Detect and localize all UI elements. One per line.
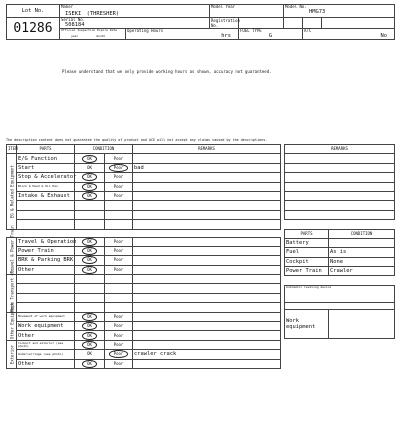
maker-value: ISEKI (THRESHER) xyxy=(65,11,120,17)
ok-mark: OK xyxy=(82,155,97,163)
table-row xyxy=(7,331,281,340)
condition-ok xyxy=(75,256,105,265)
right-item-part: Cockpit xyxy=(285,257,329,266)
table-row xyxy=(7,163,281,172)
maker-cell xyxy=(60,5,210,18)
part-name xyxy=(17,293,75,302)
condition-ok xyxy=(75,210,105,219)
table-row xyxy=(7,303,281,312)
poor-mark: Poor xyxy=(113,266,124,272)
poor-mark: Poor xyxy=(113,313,124,319)
remark-value xyxy=(133,182,281,191)
ok-mark: OK xyxy=(82,192,97,200)
registration-extra-3 xyxy=(322,18,395,29)
condition-ok xyxy=(75,246,105,255)
ok-mark: OK xyxy=(82,266,97,274)
right-blank-3 xyxy=(285,173,395,182)
model-no-value: HMG73 xyxy=(309,9,326,15)
part-name: Work equipment xyxy=(17,322,75,331)
inspection-cell xyxy=(60,29,126,40)
table-row xyxy=(7,154,281,163)
table-row xyxy=(7,256,281,265)
table-row xyxy=(7,191,281,200)
condition-ok xyxy=(75,173,105,182)
condition-poor xyxy=(105,322,133,331)
right-remarks-table xyxy=(284,144,395,339)
right-blank-1 xyxy=(285,154,395,163)
maker-label: Maker xyxy=(61,4,74,9)
table-row xyxy=(7,220,281,229)
auto-leveling-label: Automatic leveling device xyxy=(285,285,395,302)
condition-ok xyxy=(75,331,105,340)
condition-ok xyxy=(75,154,105,163)
remark-value xyxy=(133,237,281,246)
fuel-type-cell xyxy=(239,29,303,40)
right-item-value: None xyxy=(329,257,395,266)
right-parts-label: PARTS xyxy=(285,229,329,238)
poor-mark: Poor xyxy=(113,248,124,254)
right-item-row xyxy=(285,267,395,276)
right-item-part: Fuel xyxy=(285,248,329,257)
right-blank-2 xyxy=(285,163,395,172)
remark-value xyxy=(133,312,281,321)
col-remarks: REMARKS xyxy=(133,145,281,154)
part-name: Start xyxy=(17,163,75,172)
registration-value xyxy=(239,18,284,29)
remark-value xyxy=(133,322,281,331)
ok-mark: OK xyxy=(82,332,97,340)
right-blank-4 xyxy=(285,182,395,191)
part-name xyxy=(17,201,75,210)
poor-mark: Poor xyxy=(109,350,129,358)
ok-mark: OK xyxy=(82,313,97,321)
part-name: Undercarriage (see photo) xyxy=(17,350,75,359)
ac-cell xyxy=(303,29,395,40)
month-label: month xyxy=(96,34,106,38)
table-row xyxy=(7,237,281,246)
operating-hours-label: Operating Hours xyxy=(127,28,164,33)
condition-poor xyxy=(105,191,133,200)
right-item-value: As is xyxy=(329,248,395,257)
ok-mark: OK xyxy=(82,360,97,368)
right-gap xyxy=(285,220,395,229)
table-row xyxy=(7,182,281,191)
ac-value: No xyxy=(380,33,388,39)
part-name xyxy=(17,275,75,284)
lot-no-label: Lot No. xyxy=(7,5,60,18)
right-item-part: Battery xyxy=(285,238,329,247)
poor-mark: Poor xyxy=(113,183,124,189)
right-blank-7 xyxy=(285,210,395,219)
table-row xyxy=(7,312,281,321)
part-name: Stop & Accelerator xyxy=(18,174,77,181)
poor-mark: Poor xyxy=(113,360,124,366)
table-row xyxy=(7,201,281,210)
condition-poor xyxy=(105,350,133,359)
remark-value xyxy=(133,154,281,163)
group-label-travel: Travel & Power Train xyxy=(7,237,17,275)
condition-ok xyxy=(75,293,105,302)
table-row xyxy=(7,340,281,349)
part-name: Power Train xyxy=(17,246,75,255)
right-blank-6 xyxy=(285,201,395,210)
poor-mark: Poor xyxy=(113,238,124,244)
registration-label: Registration No. xyxy=(211,18,240,28)
condition-poor xyxy=(105,293,133,302)
part-name: Other xyxy=(17,331,75,340)
condition-poor xyxy=(105,340,133,349)
table-row xyxy=(7,284,281,293)
remark-value xyxy=(133,210,281,219)
condition-poor xyxy=(105,201,133,210)
hours-unit: hrs xyxy=(221,33,231,39)
remark-value xyxy=(133,293,281,302)
remark-value xyxy=(133,256,281,265)
col-parts: PARTS xyxy=(17,145,75,154)
table-row xyxy=(7,293,281,302)
part-name xyxy=(17,284,75,293)
ok-mark: OK xyxy=(82,256,97,264)
remark-value xyxy=(133,173,281,182)
remark-value xyxy=(133,340,281,349)
hours-note: Please understand that we only provide working hours as shown, accuracy not guaranteed. xyxy=(62,69,272,74)
poor-mark: Poor xyxy=(113,342,124,347)
remark-value xyxy=(133,201,281,210)
remark-value xyxy=(133,246,281,255)
right-blank-5 xyxy=(285,191,395,200)
condition-poor xyxy=(105,284,133,293)
ok-mark: OK xyxy=(82,238,97,246)
condition-ok xyxy=(75,350,105,359)
ok-mark: OK xyxy=(82,173,97,181)
disclaimer: The description content does not guarantee the quality of product and ACE will not accept any claims caused by the descriptions. xyxy=(6,138,268,142)
part-name xyxy=(17,303,75,312)
condition-ok xyxy=(75,237,105,246)
poor-mark: Poor xyxy=(113,155,124,161)
right-condition-label: CONDITION xyxy=(329,229,395,238)
year-label: year xyxy=(71,34,79,38)
condition-ok xyxy=(75,303,105,312)
remark-value xyxy=(133,303,281,312)
table-gap xyxy=(7,229,281,237)
poor-mark: Poor xyxy=(109,164,129,172)
remark-value: crawler crack xyxy=(133,350,281,359)
table-row xyxy=(7,322,281,331)
right-item-row xyxy=(285,238,395,247)
part-name: Intake & Exhaust xyxy=(17,191,75,200)
remark-value xyxy=(133,220,281,229)
serial-no-value: 508184 xyxy=(65,22,85,28)
part-name: Other xyxy=(17,265,75,274)
right-item-value: Crawler xyxy=(329,267,395,276)
condition-poor xyxy=(105,173,133,182)
poor-mark: Poor xyxy=(113,323,124,329)
remark-value: bad xyxy=(133,163,281,172)
registration-extra-1 xyxy=(284,18,303,29)
lot-no-value: 01286 xyxy=(7,18,60,40)
condition-ok xyxy=(75,312,105,321)
model-year-label: Model Year xyxy=(210,5,284,18)
condition-poor xyxy=(105,275,133,284)
part-name: Block & Head & Oil Pan xyxy=(17,182,75,191)
group-label-rope: Rope Transport etc xyxy=(7,275,17,313)
condition-table xyxy=(6,144,281,369)
right-remarks-label: REMARKS xyxy=(285,145,395,154)
condition-ok xyxy=(75,284,105,293)
condition-ok xyxy=(75,201,105,210)
remark-value xyxy=(133,284,281,293)
part-name: Travel & Operation xyxy=(18,238,77,245)
condition-poor xyxy=(105,359,133,368)
part-name: E/G Function xyxy=(17,154,75,163)
condition-ok xyxy=(75,191,105,200)
condition-poor xyxy=(105,312,133,321)
group-label-other: Other Equipment xyxy=(7,312,17,340)
col-condition: CONDITION xyxy=(75,145,133,154)
right-item-value xyxy=(329,238,395,247)
ok-mark: OK xyxy=(87,164,92,170)
fuel-type-value: G xyxy=(268,33,273,39)
condition-ok xyxy=(75,340,105,349)
ok-mark: OK xyxy=(82,183,97,191)
condition-poor xyxy=(105,246,133,255)
group-label-exterior: Exterior xyxy=(7,340,17,368)
remark-value xyxy=(133,331,281,340)
poor-mark: Poor xyxy=(113,174,124,180)
condition-poor xyxy=(105,237,133,246)
fuel-type-label: FUEL TYPE xyxy=(240,28,262,33)
table-row xyxy=(7,350,281,359)
condition-poor xyxy=(105,210,133,219)
condition-ok xyxy=(75,275,105,284)
work-equipment-value xyxy=(329,309,395,338)
condition-poor xyxy=(105,220,133,229)
part-name xyxy=(17,220,75,229)
condition-ok xyxy=(75,265,105,274)
work-equipment-label: Work equipment xyxy=(285,309,329,338)
right-item-row xyxy=(285,257,395,266)
part-name: Cockpit and exterior (see photo) xyxy=(17,340,75,349)
ok-mark: OK xyxy=(87,351,92,357)
remark-value xyxy=(133,191,281,200)
table-row xyxy=(7,265,281,274)
condition-ok xyxy=(75,182,105,191)
header-table xyxy=(6,4,395,40)
ok-mark: OK xyxy=(82,247,97,255)
ac-label: A/C xyxy=(304,28,312,33)
group-label-engine: EG & Related Equipment xyxy=(7,154,17,229)
condition-poor xyxy=(105,163,133,172)
registration-extra-2 xyxy=(303,18,322,29)
condition-ok xyxy=(75,220,105,229)
condition-poor xyxy=(105,154,133,163)
part-name: Other xyxy=(17,359,75,368)
condition-poor xyxy=(105,265,133,274)
right-item-part: Power Train xyxy=(285,267,329,276)
right-blank-8 xyxy=(285,302,395,309)
part-name xyxy=(17,210,75,219)
col-item: ITEM xyxy=(7,145,17,154)
condition-ok xyxy=(75,359,105,368)
remark-value xyxy=(133,265,281,274)
condition-poor xyxy=(105,331,133,340)
table-row xyxy=(7,359,281,368)
model-no-cell xyxy=(284,5,395,18)
condition-ok xyxy=(75,322,105,331)
condition-poor xyxy=(105,182,133,191)
poor-mark: Poor xyxy=(113,193,124,199)
part-name: BRK & Parking BRK xyxy=(18,257,74,264)
serial-no-cell xyxy=(60,18,210,29)
table-row xyxy=(7,210,281,219)
table-row xyxy=(7,246,281,255)
part-name: Movement of work equipment xyxy=(17,312,75,321)
condition-ok xyxy=(75,163,105,172)
serial-no-label: Serial No. xyxy=(61,17,86,22)
right-gap-2 xyxy=(285,276,395,285)
ok-mark: OK xyxy=(82,341,97,349)
right-item-row xyxy=(285,248,395,257)
condition-poor xyxy=(105,256,133,265)
model-no-label: Model No. xyxy=(285,4,307,9)
remark-value xyxy=(133,359,281,368)
operating-hours-cell xyxy=(126,29,239,40)
table-row xyxy=(7,275,281,284)
ok-mark: OK xyxy=(82,322,97,330)
condition-poor xyxy=(105,303,133,312)
remark-value xyxy=(133,275,281,284)
table-row xyxy=(7,173,281,182)
inspection-label: Official Inspection Expire Date xyxy=(61,28,117,32)
poor-mark: Poor xyxy=(113,257,124,263)
poor-mark: Poor xyxy=(113,332,124,338)
